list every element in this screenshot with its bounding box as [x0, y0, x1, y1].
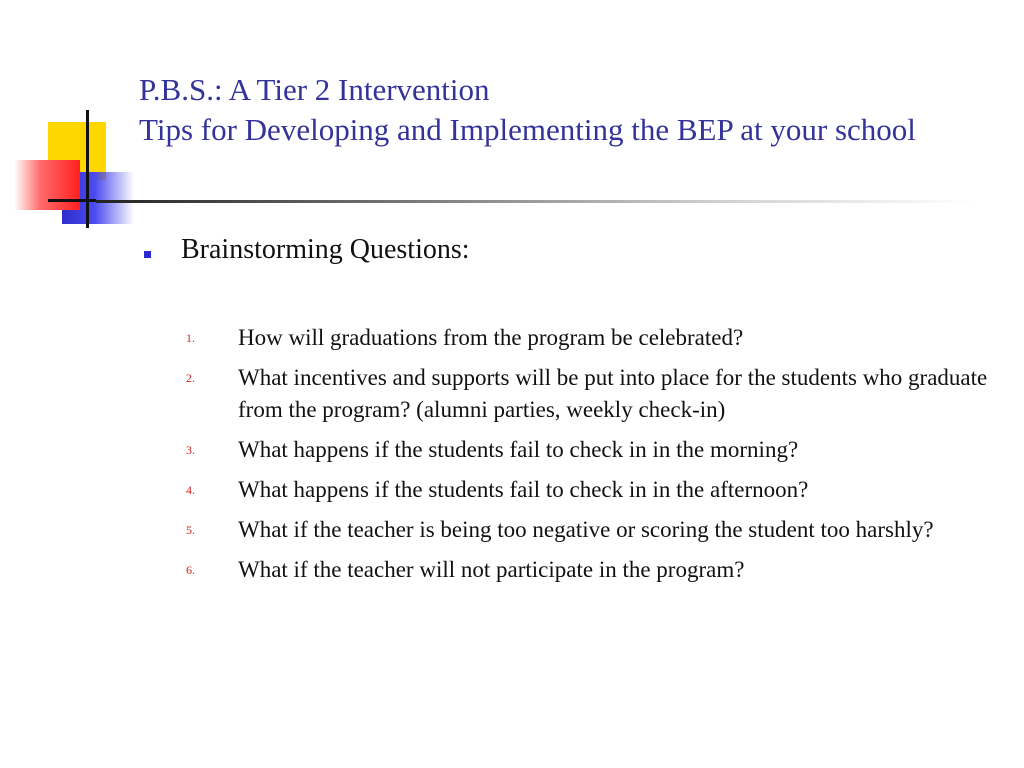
list-text: What if the teacher is being too negative or scoring the student too harshly?: [238, 517, 934, 542]
question-list: [186, 322, 996, 594]
bullet-item: [144, 232, 1004, 268]
list-item: [186, 322, 996, 354]
list-item: [186, 554, 996, 586]
bullet-text: Brainstorming Questions:: [181, 234, 470, 265]
list-item: [186, 474, 996, 506]
title-line-2: Tips for Developing and Implementing the BEP at your school: [139, 112, 916, 147]
title-underline: [96, 200, 976, 203]
slide-title: [139, 70, 1009, 150]
list-item: [186, 362, 996, 426]
square-bullet-icon: [144, 251, 151, 258]
list-item: [186, 514, 996, 546]
list-number: 6.: [186, 563, 195, 577]
list-number: 4.: [186, 483, 195, 497]
list-number: 1.: [186, 331, 195, 345]
red-square-shape: [14, 160, 80, 210]
list-item: [186, 434, 996, 466]
list-text: How will graduations from the program be celebrated?: [238, 325, 744, 350]
list-number: 3.: [186, 443, 195, 457]
horizontal-line-shape: [48, 199, 96, 202]
list-text: What happens if the students fail to check in in the afternoon?: [238, 477, 809, 502]
list-number: 5.: [186, 523, 195, 537]
list-text: What if the teacher will not participate in the program?: [238, 557, 745, 582]
list-text: What incentives and supports will be put into place for the students who graduate from the program? (alumni parties, weekly check-in): [238, 365, 988, 422]
vertical-line-shape: [86, 110, 89, 228]
title-line-1: P.B.S.: A Tier 2 Intervention: [139, 72, 490, 107]
list-text: What happens if the students fail to check in in the morning?: [238, 437, 799, 462]
list-number: 2.: [186, 371, 195, 385]
